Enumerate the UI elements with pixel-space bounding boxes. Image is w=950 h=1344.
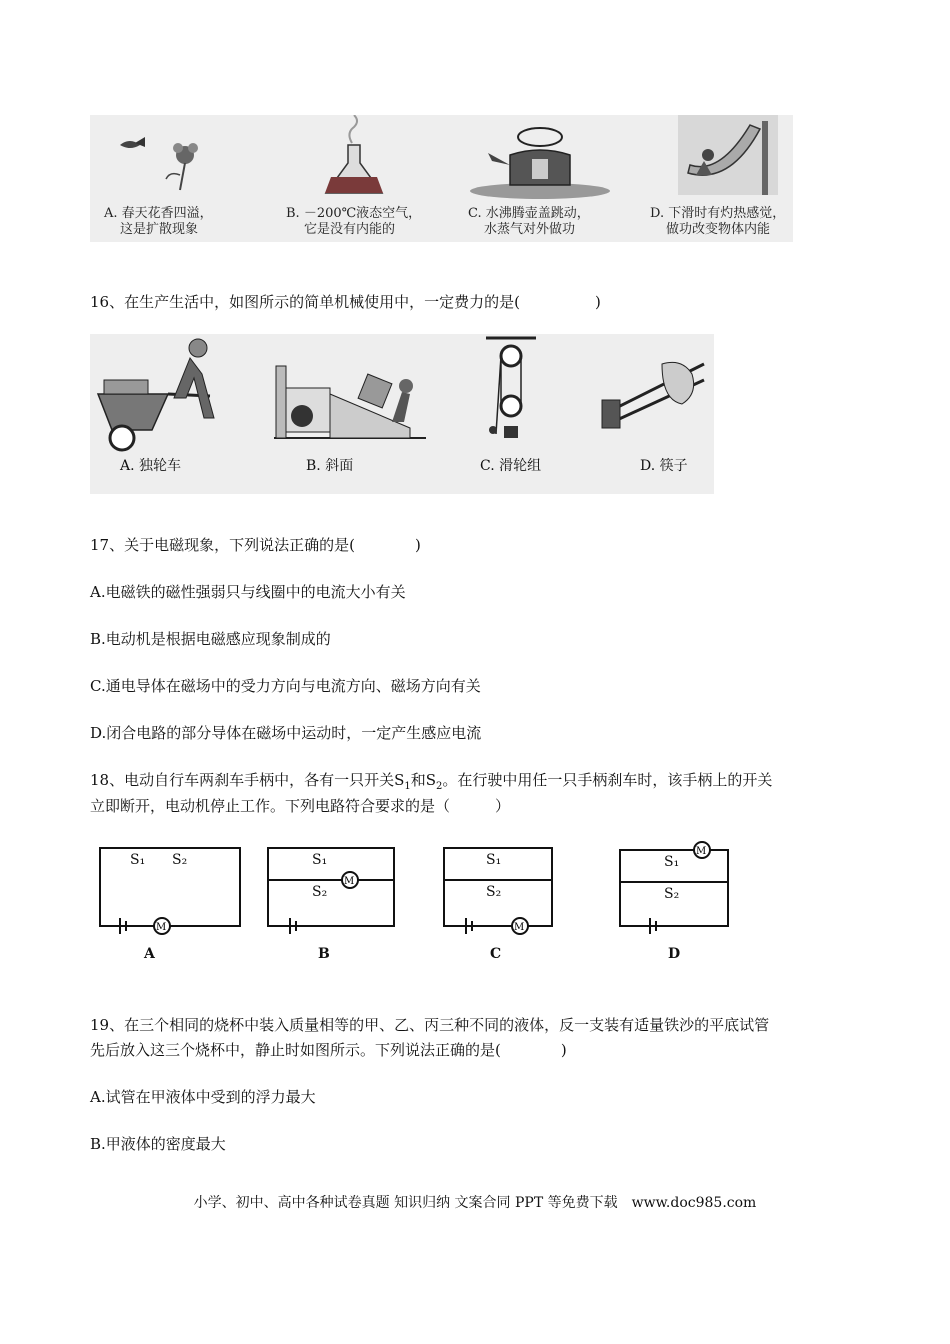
slide-illustration bbox=[678, 115, 778, 195]
svg-text:D. 筷子: D. 筷子 bbox=[640, 458, 688, 474]
q19-option-a: A.试管在甲液体中受到的浮力最大 bbox=[90, 1088, 316, 1106]
svg-text:A. 春天花香四溢，: A. 春天花香四溢， bbox=[104, 206, 213, 221]
circuit-a-motor: M bbox=[156, 922, 167, 933]
svg-text:水蒸气对外做功: 水蒸气对外做功 bbox=[484, 222, 576, 237]
wheelbarrow-illustration bbox=[98, 339, 214, 450]
figure-q16 bbox=[90, 334, 714, 494]
circuit-b-label: B bbox=[318, 946, 330, 962]
q18-sub-2: 2 bbox=[436, 781, 443, 792]
q17-option-c: C.通电导体在磁场中的受力方向与电流方向、磁场方向有关 bbox=[90, 677, 481, 695]
page-footer: 小学、初中、高中各种试卷真题 知识归纳 文案合同 PPT 等免费下载 www.doc985.com bbox=[193, 1195, 757, 1211]
circuit-a-label: A bbox=[144, 946, 155, 962]
circuit-a-s1: S₁ bbox=[130, 852, 146, 868]
q18-sub-1: 1 bbox=[404, 781, 411, 792]
circuit-c-motor: M bbox=[514, 922, 525, 933]
fig16-labels bbox=[119, 457, 688, 474]
circuit-b-s2: S₂ bbox=[312, 884, 328, 900]
svg-text:做功改变物体内能: 做功改变物体内能 bbox=[666, 222, 771, 237]
circuit-c-s1: S₁ bbox=[486, 852, 502, 868]
circuit-b-s1: S₁ bbox=[312, 852, 328, 868]
svg-text:B. －200℃液态空气，: B. －200℃液态空气， bbox=[286, 206, 422, 221]
question-16: 16、在生产生活中，如图所示的简单机械使用中，一定费力的是( ) bbox=[90, 293, 601, 311]
q18-text-a: 18、电动自行车两刹车手柄中，各有一只开关S bbox=[90, 771, 405, 789]
circuit-d-label: D bbox=[668, 946, 681, 962]
question-18-line1 bbox=[90, 770, 772, 797]
svg-text:A. 独轮车: A. 独轮车 bbox=[120, 458, 182, 474]
svg-text:它是没有内能的: 它是没有内能的 bbox=[304, 222, 396, 237]
fig15-captions bbox=[103, 205, 785, 237]
circuit-c-s2: S₂ bbox=[486, 884, 502, 900]
circuit-a bbox=[100, 848, 240, 934]
circuit-d-motor: M bbox=[696, 846, 707, 857]
svg-text:C. 水沸腾壶盖跳动，: C. 水沸腾壶盖跳动， bbox=[468, 206, 590, 221]
question-17: 17、关于电磁现象，下列说法正确的是( ) bbox=[90, 536, 421, 554]
figure-q15 bbox=[90, 115, 793, 242]
incline-illustration bbox=[274, 366, 426, 438]
question-18-line2: 立即断开，电动机停止工作。下列电路符合要求的是（ ） bbox=[90, 797, 511, 815]
figure-q18-circuits bbox=[90, 828, 734, 970]
question-19-line2: 先后放入这三个烧杯中，静止时如图所示。下列说法正确的是( ) bbox=[90, 1041, 567, 1059]
svg-text:C. 滑轮组: C. 滑轮组 bbox=[480, 458, 542, 474]
q17-option-b: B.电动机是根据电磁感应现象制成的 bbox=[90, 630, 331, 648]
question-19-line1: 19、在三个相同的烧杯中装入质量相等的甲、乙、丙三种不同的液体，反一支装有适量铁沙的平底试管 bbox=[90, 1016, 770, 1034]
q18-text-b: 和S bbox=[410, 771, 437, 789]
chopsticks-illustration bbox=[602, 362, 704, 428]
svg-text:B. 斜面: B. 斜面 bbox=[306, 458, 354, 474]
q19-option-b: B.甲液体的密度最大 bbox=[90, 1135, 226, 1153]
circuit-c-label: C bbox=[490, 946, 502, 962]
q17-option-d: D.闭合电路的部分导体在磁场中运动时，一定产生感应电流 bbox=[90, 724, 482, 742]
kettle-illustration bbox=[470, 128, 610, 199]
q18-text-c: 。在行驶中用任一只手柄刹车时，该手柄上的开关 bbox=[442, 771, 773, 789]
svg-text:D. 下滑时有灼热感觉，: D. 下滑时有灼热感觉， bbox=[650, 206, 786, 221]
svg-text:这是扩散现象: 这是扩散现象 bbox=[120, 222, 199, 237]
circuit-d-s2: S₂ bbox=[664, 886, 680, 902]
circuit-b bbox=[268, 848, 394, 934]
circuit-d-s1: S₁ bbox=[664, 854, 680, 870]
pulley-illustration bbox=[486, 338, 536, 438]
q17-option-a: A.电磁铁的磁性强弱只与线圈中的电流大小有关 bbox=[90, 583, 406, 601]
circuit-b-motor: M bbox=[344, 876, 355, 887]
flower-illustration bbox=[120, 137, 198, 190]
circuit-a-s2: S₂ bbox=[172, 852, 188, 868]
flask-illustration bbox=[325, 115, 383, 193]
